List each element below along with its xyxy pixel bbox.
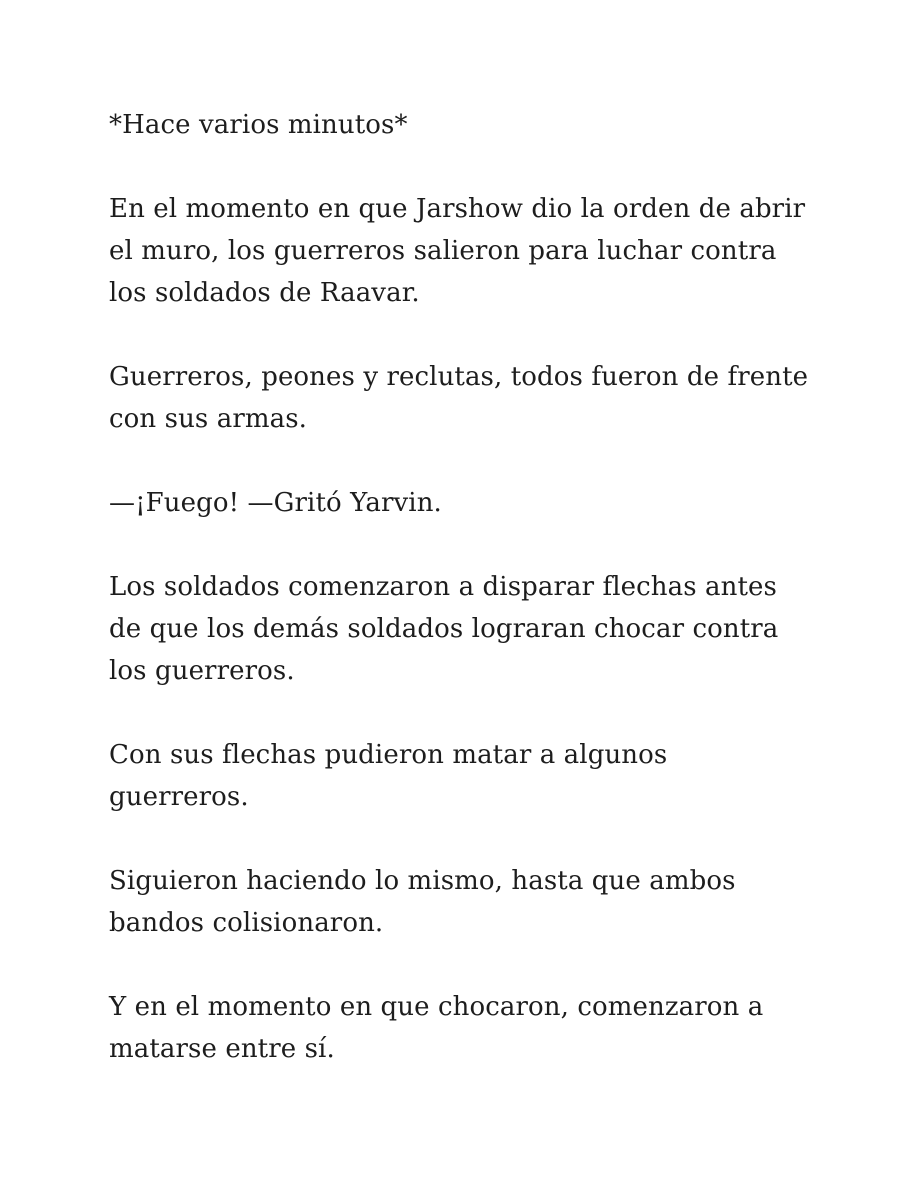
paragraph: Con sus flechas pudieron matar a algunos guerreros. — [109, 740, 668, 812]
scene-heading: *Hace varios minutos* — [109, 110, 408, 140]
paragraph: Guerreros, peones y reclutas, todos fueron de frente con sus armas. — [109, 362, 809, 434]
paragraph: Y en el momento en que chocaron, comenzaron a matarse entre sí. — [109, 992, 764, 1064]
paragraph: Siguieron haciendo lo mismo, hasta que ambos bandos colisionaron. — [109, 866, 736, 938]
paragraph: Los soldados comenzaron a disparar flechas antes de que los demás soldados lograran chocar contra los guerreros. — [109, 572, 779, 686]
story-text — [109, 104, 809, 1112]
paragraph: En el momento en que Jarshow dio la orden de abrir el muro, los guerreros salieron para luchar contra los soldados de Raavar. — [109, 194, 806, 308]
dialogue-line: —¡Fuego! —Gritó Yarvin. — [109, 488, 442, 518]
